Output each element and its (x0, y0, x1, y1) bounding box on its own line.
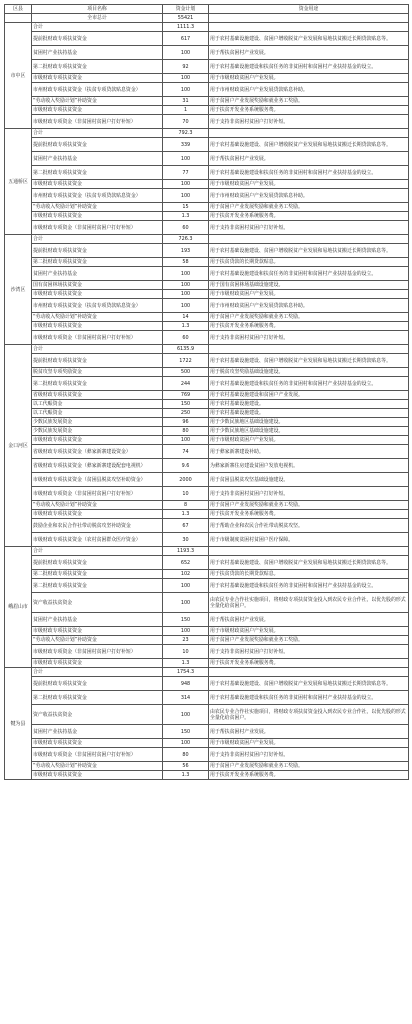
purpose-cell: 用于农村基础设施建设和扶贫任务的非贫困村和贫困村产业扶持基金的设立。 (209, 267, 409, 281)
amount-cell: 726.3 (163, 235, 209, 244)
amount-cell: 60 (163, 221, 209, 235)
item-cell: 市级财政专项扶贫资金（农村贫困群众医疗资金） (32, 533, 163, 547)
table-row (5, 533, 409, 547)
purpose-cell: 用于贫困户产业发展奖励和就业务工奖励。 (209, 762, 409, 771)
item-cell: 合计 (32, 129, 163, 138)
table-row (5, 613, 409, 627)
amount-cell: 1.3 (163, 659, 209, 668)
purpose-cell: 用于农村基础设施建设、贫困户增收脱贫产业发展和易地扶贫搬迁长期贷款贴息等。 (209, 138, 409, 152)
purpose-cell (209, 345, 409, 354)
purpose-cell: 用于彝家新寨建设补助。 (209, 445, 409, 459)
item-cell: 省级财政专项扶贫资金 (32, 391, 163, 400)
amount-cell: 948 (163, 677, 209, 691)
purpose-cell: 用于帮扶贫困村产业发展。 (209, 725, 409, 739)
table-row (5, 46, 409, 60)
funds-table (4, 4, 409, 780)
purpose-cell: 用于市级财政贫困户产业发展。 (209, 739, 409, 748)
item-cell: 市级财政专项资金（非贫困村贫困户打好补短） (32, 487, 163, 501)
grand-total-label: 全市总计 (32, 14, 163, 23)
table-row (5, 659, 409, 668)
amount-cell: 31 (163, 97, 209, 106)
amount-cell: 100 (163, 299, 209, 313)
table-row (5, 244, 409, 258)
item-cell: 市级财政专项资金（非贫困村贫困户打好补短） (32, 645, 163, 659)
amount-cell: 339 (163, 138, 209, 152)
table-row (5, 725, 409, 739)
amount-cell: 100 (163, 46, 209, 60)
item-cell: 少数民族发展资金 (32, 427, 163, 436)
purpose-cell: 用于贫困户产业发展奖励和就业务工奖励。 (209, 313, 409, 322)
item-cell: 市级财政专项扶贫资金 (32, 180, 163, 189)
item-cell: 市级财政专项扶贫资金 (32, 212, 163, 221)
purpose-cell: 用于扶贫开发业务系统服务费。 (209, 212, 409, 221)
item-cell: 以工代赈资金 (32, 400, 163, 409)
amount-cell: 74 (163, 445, 209, 459)
item-cell: “劳动收入奖励计划”补助资金 (32, 203, 163, 212)
amount-cell: 150 (163, 613, 209, 627)
amount-cell: 1.3 (163, 322, 209, 331)
item-cell: 市州财政专项扶贫资金（扶贫专项贷款贴息资金） (32, 299, 163, 313)
amount-cell: 244 (163, 377, 209, 391)
table-row (5, 267, 409, 281)
purpose-cell: 用于农村基础设施建设和扶贫任务的非贫困村和贫困村产业扶持基金的设立。 (209, 60, 409, 74)
table-row (5, 409, 409, 418)
table-row (5, 313, 409, 322)
amount-cell: 23 (163, 636, 209, 645)
purpose-cell: 由农民专业合作社实施项目，将财政专项扶贫资金投入到农民专业合作社，以优先股的形式全量化给贫困户。 (209, 705, 409, 725)
table-row (5, 510, 409, 519)
amount-cell: 652 (163, 556, 209, 570)
table-row (5, 705, 409, 725)
purpose-cell: 用于扶贫开发业务系统服务费。 (209, 322, 409, 331)
table-row (5, 281, 409, 290)
purpose-cell: 用于农村基础设施建设、贫困户增收脱贫产业发展和易地扶贫搬迁长期贷款贴息等。 (209, 677, 409, 691)
amount-cell: 100 (163, 180, 209, 189)
amount-cell: 792.3 (163, 129, 209, 138)
item-cell: 脱贫攻坚专项奖励资金 (32, 368, 163, 377)
table-row (5, 235, 409, 244)
item-cell: 市级财政专项资金（非贫困村贫困户打好补短） (32, 221, 163, 235)
item-cell: 市州财政专项扶贫资金（扶贫专项贷款贴息资金） (32, 83, 163, 97)
purpose-cell: 用于支持非贫困村贫困户打好补短。 (209, 645, 409, 659)
purpose-cell: 用于市级制度贫困村贫困户医疗保障。 (209, 533, 409, 547)
table-row (5, 436, 409, 445)
region-cell: 犍为县 (5, 668, 32, 780)
table-row (5, 203, 409, 212)
grand-total-row (5, 14, 409, 23)
item-cell: “劳动收入奖励计划”补助资金 (32, 501, 163, 510)
table-row (5, 299, 409, 313)
purpose-cell: 用于贫困户产业发展奖励和就业务工奖励。 (209, 203, 409, 212)
table-row (5, 32, 409, 46)
amount-cell: 1.3 (163, 510, 209, 519)
item-cell: 省级财政专项扶贫资金（彝家新寨建设配套电视机） (32, 459, 163, 473)
region-cell: 市中区 (5, 23, 32, 129)
purpose-cell: 用于市州财政贫困户产业发展贷款贴息补助。 (209, 189, 409, 203)
purpose-cell: 用于少数民族地区基础设施建设。 (209, 418, 409, 427)
amount-cell: 14 (163, 313, 209, 322)
header-purpose: 资金用途 (209, 5, 409, 14)
table-row (5, 368, 409, 377)
purpose-cell: 用于农村基础设施建设。 (209, 400, 409, 409)
item-cell: 第二批财政专项扶贫资金 (32, 691, 163, 705)
amount-cell: 100 (163, 74, 209, 83)
item-cell: 合计 (32, 547, 163, 556)
item-cell: 提前批财政专项扶贫资金 (32, 556, 163, 570)
item-cell: 提前批财政专项扶贫资金 (32, 32, 163, 46)
table-row (5, 322, 409, 331)
table-row (5, 627, 409, 636)
amount-cell: 100 (163, 627, 209, 636)
amount-cell: 80 (163, 748, 209, 762)
region-cell: 五通桥区 (5, 129, 32, 235)
table-row (5, 691, 409, 705)
amount-cell: 1193.3 (163, 547, 209, 556)
item-cell: 贫困村产业扶持基金 (32, 152, 163, 166)
table-row (5, 106, 409, 115)
amount-cell: 2000 (163, 473, 209, 487)
purpose-cell (209, 668, 409, 677)
purpose-cell: 由农民专业合作社实施项目，将财政专项扶贫资金投入到农民专业合作社，以优先股的形式全量化给贫困户。 (209, 593, 409, 613)
item-cell: 市级财政专项扶贫资金 (32, 322, 163, 331)
amount-cell: 8 (163, 501, 209, 510)
table-row (5, 138, 409, 152)
amount-cell: 100 (163, 281, 209, 290)
amount-cell: 70 (163, 115, 209, 129)
purpose-cell: 用于扶贫开发业务系统服务费。 (209, 510, 409, 519)
table-row (5, 60, 409, 74)
table-row (5, 180, 409, 189)
purpose-cell: 用于支持非贫困村贫困户打好补短。 (209, 487, 409, 501)
item-cell: 提前批财政专项扶贫资金 (32, 677, 163, 691)
purpose-cell: 用于农村基础设施建设和扶贫任务的非贫困村和贫困村产业扶持基金的设立。 (209, 579, 409, 593)
item-cell: 第二批财政专项扶贫资金 (32, 377, 163, 391)
header-item: 项目名称 (32, 5, 163, 14)
item-cell: 以工代赈资金 (32, 409, 163, 418)
item-cell: 市州财政专项扶贫资金（扶贫专项贷款贴息资金） (32, 189, 163, 203)
amount-cell: 58 (163, 258, 209, 267)
table-row (5, 556, 409, 570)
table-row (5, 487, 409, 501)
table-row (5, 212, 409, 221)
purpose-cell: 用于农村基础设施建设、贫困户增收脱贫产业发展和易地扶贫搬迁长期贷款贴息等。 (209, 244, 409, 258)
purpose-cell: 用于扶贫开发业务系统服务费。 (209, 771, 409, 780)
item-cell: 国有贫困林场扶贫资金 (32, 281, 163, 290)
region-cell: 金口河区 (5, 345, 32, 547)
item-cell: 资产收益扶贫资金 (32, 593, 163, 613)
table-row (5, 97, 409, 106)
item-cell: 提前批财政专项扶贫资金 (32, 138, 163, 152)
item-cell: 市级财政专项扶贫资金（贫困县脱贫攻坚补助资金） (32, 473, 163, 487)
table-body (5, 14, 409, 780)
amount-cell: 150 (163, 400, 209, 409)
purpose-cell (209, 547, 409, 556)
amount-cell: 1.3 (163, 771, 209, 780)
item-cell: 市级财政专项扶贫资金 (32, 771, 163, 780)
table-row (5, 427, 409, 436)
table-row (5, 668, 409, 677)
header-row (5, 5, 409, 14)
amount-cell: 1754.3 (163, 668, 209, 677)
amount-cell: 80 (163, 427, 209, 436)
amount-cell: 1 (163, 106, 209, 115)
amount-cell: 100 (163, 705, 209, 725)
item-cell: 提前批财政专项扶贫资金 (32, 244, 163, 258)
item-cell: 第二批财政专项扶贫资金 (32, 579, 163, 593)
table-row (5, 23, 409, 32)
purpose-cell: 用于贫困户产业发展奖励和就业务工奖励。 (209, 636, 409, 645)
amount-cell: 314 (163, 691, 209, 705)
table-row (5, 377, 409, 391)
purpose-cell: 用于市州财政贫困户产业发展贷款贴息补助。 (209, 299, 409, 313)
region-cell: 峨眉山市 (5, 547, 32, 668)
purpose-cell: 用于市州财政贫困户产业发展贷款贴息补助。 (209, 83, 409, 97)
table-row (5, 473, 409, 487)
item-cell: 省级财政专项扶贫资金（彝家新寨建设资金） (32, 445, 163, 459)
amount-cell: 1722 (163, 354, 209, 368)
amount-cell: 1.3 (163, 212, 209, 221)
table-row (5, 418, 409, 427)
table-row (5, 331, 409, 345)
amount-cell: 100 (163, 267, 209, 281)
amount-cell: 100 (163, 83, 209, 97)
purpose-cell: 用于帮扶贫困村产业发展。 (209, 613, 409, 627)
amount-cell: 15 (163, 203, 209, 212)
table-row (5, 83, 409, 97)
table-row (5, 221, 409, 235)
item-cell: 市级财政专项扶贫资金 (32, 510, 163, 519)
amount-cell: 56 (163, 762, 209, 771)
purpose-cell (209, 235, 409, 244)
item-cell: 贫困村产业扶持基金 (32, 613, 163, 627)
table-row (5, 570, 409, 579)
table-row (5, 762, 409, 771)
item-cell: 鼓励企业和农民合作社带动脱贫攻坚补助资金 (32, 519, 163, 533)
purpose-cell: 用于少数民族地区基础设施建设。 (209, 427, 409, 436)
purpose-cell: 用于农村基础设施建设、贫困户增收脱贫产业发展和易地扶贫搬迁长期贷款贴息等。 (209, 354, 409, 368)
amount-cell: 250 (163, 409, 209, 418)
item-cell: 贫困村产业扶持基金 (32, 267, 163, 281)
amount-cell: 10 (163, 487, 209, 501)
table-row (5, 74, 409, 83)
table-row (5, 445, 409, 459)
item-cell: 市级财政专项扶贫资金 (32, 290, 163, 299)
table-row (5, 501, 409, 510)
purpose-cell: 用于农村基础设施建设、贫困户增收脱贫产业发展和易地扶贫搬迁长期贷款贴息等。 (209, 32, 409, 46)
purpose-cell: 用于支持非贫困村贫困户打好补短。 (209, 748, 409, 762)
header-region: 区县 (5, 5, 32, 14)
purpose-cell: 用于农村基础设施建设和扶贫任务的非贫困村和贫困村产业扶持基金的设立。 (209, 166, 409, 180)
purpose-cell: 用于扶贫贷款的长期贷款贴息。 (209, 258, 409, 267)
table-row (5, 579, 409, 593)
table-row (5, 739, 409, 748)
purpose-cell: 用于支持非贫困村贫困户打好补短。 (209, 331, 409, 345)
item-cell: 合计 (32, 668, 163, 677)
table-row (5, 636, 409, 645)
amount-cell: 92 (163, 60, 209, 74)
purpose-cell: 用于帮扶贫困村产业发展。 (209, 152, 409, 166)
table-row (5, 189, 409, 203)
purpose-cell: 用于农村基础设施建设和扶贫任务的非贫困村和贫困村产业扶持基金的设立。 (209, 377, 409, 391)
item-cell: 市级财政专项扶贫资金 (32, 627, 163, 636)
amount-cell: 100 (163, 290, 209, 299)
amount-cell: 30 (163, 533, 209, 547)
header-amount: 资金计划 (163, 5, 209, 14)
amount-cell: 10 (163, 645, 209, 659)
item-cell: 市级财政专项资金（非贫困村贫困户打好补短） (32, 748, 163, 762)
purpose-cell: 用于脱贫攻坚奖励基础设施建设。 (209, 368, 409, 377)
purpose-cell: 用于农村基础设施建设、贫困户增收脱贫产业发展和易地扶贫搬迁长期贷款贴息等。 (209, 556, 409, 570)
item-cell: 第二批财政专项扶贫资金 (32, 60, 163, 74)
item-cell: “劳动收入奖励计划”补助资金 (32, 97, 163, 106)
purpose-cell: 用于市级财政贫困户产业发展。 (209, 180, 409, 189)
purpose-cell: 用于帮扶贫困村产业发展。 (209, 46, 409, 60)
grand-total-region (5, 14, 32, 23)
table-row (5, 459, 409, 473)
item-cell: 市级财政专项扶贫资金 (32, 106, 163, 115)
item-cell: 提前批财政专项扶贫资金 (32, 354, 163, 368)
amount-cell: 100 (163, 593, 209, 613)
item-cell: 市级财政专项扶贫资金 (32, 74, 163, 83)
amount-cell: 77 (163, 166, 209, 180)
purpose-cell: 为彝家新寨住房建设贫困户发放电视机。 (209, 459, 409, 473)
purpose-cell: 用于市级财政贫困户产业发展。 (209, 436, 409, 445)
purpose-cell: 用于支持非贫困村贫困户打好补短。 (209, 221, 409, 235)
amount-cell: 102 (163, 570, 209, 579)
item-cell: 合计 (32, 23, 163, 32)
purpose-cell: 用于市级财政贫困户产业发展。 (209, 74, 409, 83)
item-cell: 市级财政专项资金（非贫困村贫困户打好补短） (32, 331, 163, 345)
purpose-cell (209, 129, 409, 138)
table-row (5, 519, 409, 533)
purpose-cell: 用于国有贫困林场基础设施建设。 (209, 281, 409, 290)
amount-cell: 100 (163, 152, 209, 166)
table-row (5, 645, 409, 659)
item-cell: 少数民族发展资金 (32, 418, 163, 427)
item-cell: 贫困村产业扶持基金 (32, 46, 163, 60)
item-cell: 市级财政专项资金（非贫困村贫困户打好补短） (32, 115, 163, 129)
purpose-cell (209, 23, 409, 32)
region-cell: 沙湾区 (5, 235, 32, 345)
table-row (5, 391, 409, 400)
table-row (5, 400, 409, 409)
purpose-cell: 用于农村基础设施建设和扶贫任务的非贫困村和贫困村产业扶持基金的设立。 (209, 691, 409, 705)
table-row (5, 115, 409, 129)
item-cell: “劳动收入奖励计划”补助资金 (32, 636, 163, 645)
purpose-cell: 用于帮助企业和农民合作社带动脱贫攻坚。 (209, 519, 409, 533)
amount-cell: 6135.9 (163, 345, 209, 354)
item-cell: “劳动收入奖励计划”补助资金 (32, 762, 163, 771)
amount-cell: 96 (163, 418, 209, 427)
amount-cell: 150 (163, 725, 209, 739)
item-cell: 第二批财政专项扶贫资金 (32, 166, 163, 180)
purpose-cell: 用于市级财政贫困户产业发展。 (209, 627, 409, 636)
amount-cell: 1111.3 (163, 23, 209, 32)
purpose-cell: 用于贫困户产业发展奖励和就业务工奖励。 (209, 97, 409, 106)
table-row (5, 166, 409, 180)
amount-cell: 100 (163, 739, 209, 748)
amount-cell: 100 (163, 579, 209, 593)
purpose-cell: 用于贫困户产业发展奖励和就业务工奖励。 (209, 501, 409, 510)
table-row (5, 748, 409, 762)
item-cell: 第二批财政专项扶贫资金 (32, 570, 163, 579)
table-row (5, 258, 409, 267)
table-row (5, 290, 409, 299)
purpose-cell: 用于贫困县脱贫攻坚基础设施建设。 (209, 473, 409, 487)
table-row (5, 354, 409, 368)
item-cell: 市级财政专项扶贫资金 (32, 659, 163, 668)
amount-cell: 193 (163, 244, 209, 258)
table-row (5, 593, 409, 613)
grand-total-purpose (209, 14, 409, 23)
grand-total-amount: 55421 (163, 14, 209, 23)
table-row (5, 345, 409, 354)
amount-cell: 100 (163, 436, 209, 445)
item-cell: 合计 (32, 235, 163, 244)
item-cell: 市级财政专项扶贫资金 (32, 436, 163, 445)
table-row (5, 771, 409, 780)
purpose-cell: 用于支持非贫困村贫困户打好补短。 (209, 115, 409, 129)
item-cell: 市级财政专项扶贫资金 (32, 739, 163, 748)
item-cell: “劳动收入奖励计划”补助资金 (32, 313, 163, 322)
amount-cell: 60 (163, 331, 209, 345)
table-row (5, 129, 409, 138)
item-cell: 合计 (32, 345, 163, 354)
purpose-cell: 用于扶贫开发业务系统服务费。 (209, 106, 409, 115)
purpose-cell: 用于农村基础设施建设。 (209, 409, 409, 418)
amount-cell: 9.6 (163, 459, 209, 473)
purpose-cell: 用于扶贫贷款的长期贷款贴息。 (209, 570, 409, 579)
amount-cell: 617 (163, 32, 209, 46)
amount-cell: 100 (163, 189, 209, 203)
purpose-cell: 用于市级财政贫困户产业发展。 (209, 290, 409, 299)
table-row (5, 152, 409, 166)
amount-cell: 500 (163, 368, 209, 377)
item-cell: 资产收益扶贫资金 (32, 705, 163, 725)
purpose-cell: 用于扶贫开发业务系统服务费。 (209, 659, 409, 668)
amount-cell: 67 (163, 519, 209, 533)
item-cell: 第二批财政专项扶贫资金 (32, 258, 163, 267)
table-row (5, 677, 409, 691)
item-cell: 贫困村产业扶持基金 (32, 725, 163, 739)
table-row (5, 547, 409, 556)
purpose-cell: 用于农村基础设施建设和贫困户产业发展。 (209, 391, 409, 400)
amount-cell: 769 (163, 391, 209, 400)
